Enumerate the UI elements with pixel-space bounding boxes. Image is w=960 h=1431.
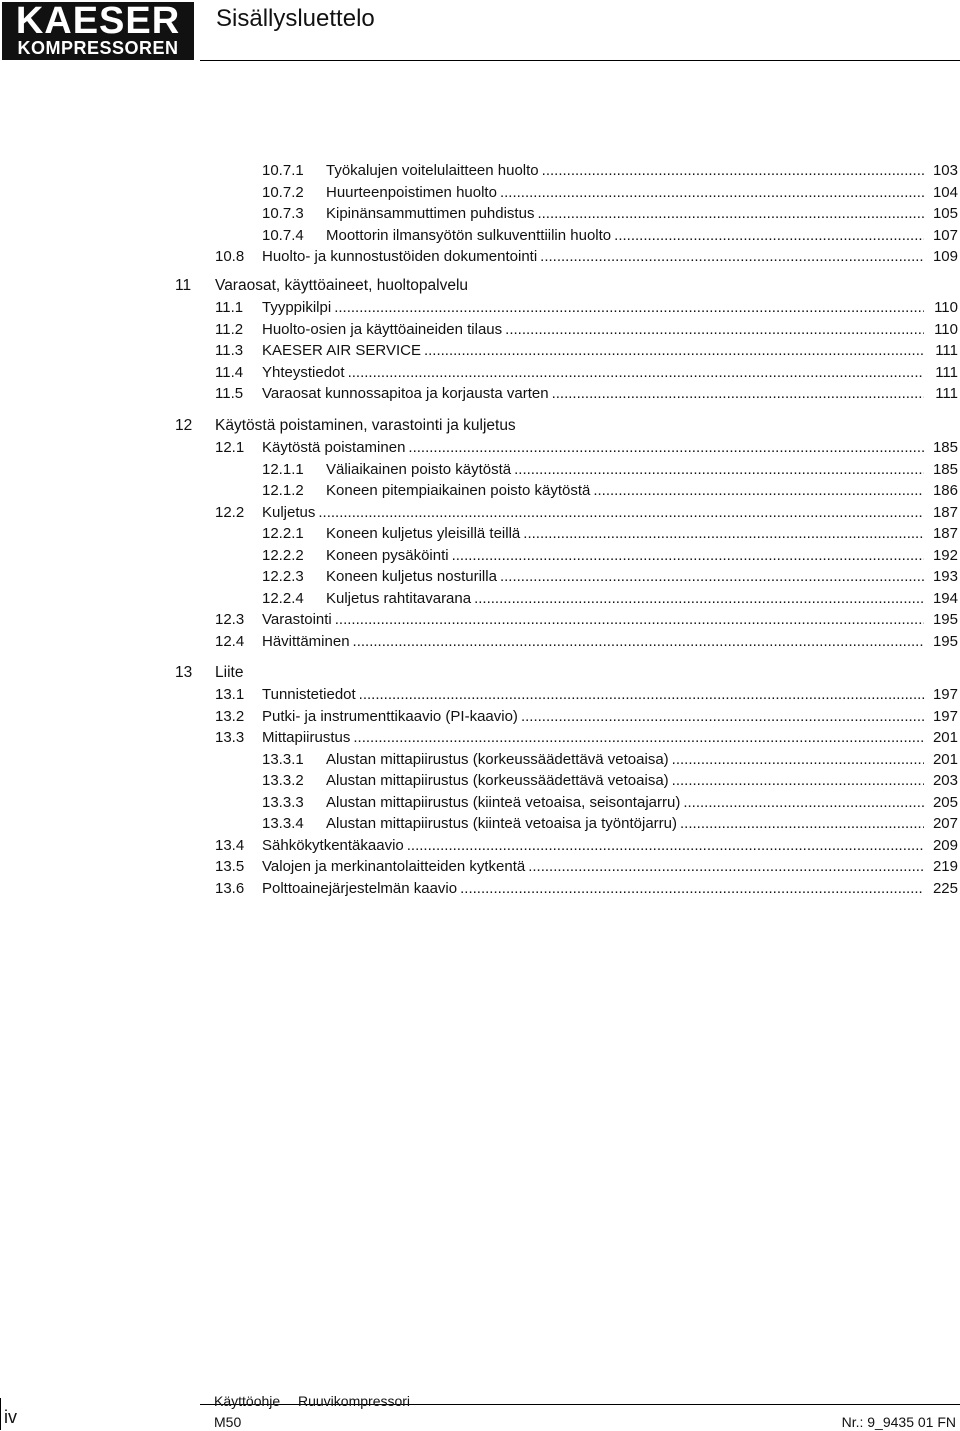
toc-entry[interactable]	[0, 437, 960, 459]
toc-entry-page: 110	[934, 320, 958, 338]
dot-leader	[514, 459, 924, 481]
toc-entry-title: Varastointi	[262, 611, 332, 628]
toc-entry-page: 185	[932, 439, 958, 456]
dot-leader	[542, 160, 924, 182]
toc-chapter-number: 11	[175, 277, 192, 294]
dot-leader	[680, 813, 924, 835]
page-number: iv	[4, 1407, 17, 1427]
dot-leader	[335, 609, 924, 631]
toc-entry-leader	[326, 182, 927, 204]
product-name: Ruuvikompressori	[298, 1393, 411, 1409]
toc-chapter-number: 13	[175, 664, 193, 681]
toc-entry-number: 12.3	[215, 611, 245, 628]
toc-entry-page: 201	[932, 750, 958, 768]
toc-entry-leader	[262, 437, 927, 459]
toc-entry-leader	[326, 813, 927, 835]
toc-entry[interactable]	[0, 502, 960, 524]
dot-leader	[408, 437, 924, 459]
toc-entry-title: Koneen pysäköinti	[326, 546, 449, 564]
toc-entry-leader	[326, 225, 927, 247]
dot-leader	[500, 182, 924, 204]
toc-entry-page: 110	[934, 299, 958, 316]
dot-leader	[505, 319, 924, 341]
toc-entry-title: Työkalujen voitelulaitteen huolto	[326, 162, 539, 179]
logo-line-2: KOMPRESSOREN	[17, 38, 179, 58]
toc-entry-leader	[262, 835, 927, 857]
toc-entry-title: Mittapiirustus	[262, 729, 351, 746]
toc-entry[interactable]	[0, 609, 960, 631]
kaeser-logo	[2, 2, 194, 60]
toc-entry-title: Koneen kuljetus nosturilla	[326, 568, 497, 585]
dot-leader	[500, 566, 924, 588]
toc-entry-number: 11.1	[215, 299, 244, 316]
toc-entry[interactable]	[0, 770, 960, 792]
dot-leader	[537, 203, 924, 225]
toc-entry[interactable]	[0, 835, 960, 857]
toc-entry-page: 201	[932, 729, 958, 746]
toc-entry[interactable]	[0, 246, 960, 268]
toc-entry-number: 12.1.2	[262, 482, 304, 499]
toc-entry-leader	[326, 480, 927, 502]
toc-entry-title: Valojen ja merkinantolaitteiden kytkentä	[262, 858, 526, 875]
toc-entry-number: 13.2	[215, 707, 245, 725]
toc-entry-page: 207	[932, 815, 958, 832]
toc-entry-leader	[262, 362, 927, 384]
toc-entry[interactable]	[0, 545, 960, 567]
toc-entry[interactable]	[0, 297, 960, 319]
toc-entry-title: Huolto-osien ja käyttöaineiden tilaus	[262, 320, 503, 338]
toc-entry-title: Varaosat kunnossapitoa ja korjausta varten	[262, 385, 549, 402]
dot-leader	[683, 792, 924, 814]
document-type: Käyttöohje	[214, 1393, 281, 1409]
toc-entry-leader	[326, 792, 927, 814]
toc-entry-page: 107	[932, 226, 958, 244]
toc-entry-title: Alustan mittapiirustus (kiinteä vetoaisa, seisontajarru)	[326, 793, 681, 811]
toc-entry-number: 12.2.3	[262, 568, 304, 585]
toc-entry-number: 11.5	[215, 385, 244, 402]
toc-entry-leader	[326, 523, 927, 545]
toc-entry-leader	[326, 770, 927, 792]
toc-entry-title: Koneen kuljetus yleisillä teillä	[326, 525, 521, 542]
toc-entry-page: 111	[935, 363, 958, 381]
toc-entry[interactable]	[0, 856, 960, 878]
toc-entry-number: 11.4	[215, 363, 244, 381]
toc-entry[interactable]	[0, 340, 960, 362]
toc-entry[interactable]	[0, 727, 960, 749]
dot-leader	[359, 684, 924, 706]
toc-entry[interactable]	[0, 813, 960, 835]
toc-chapter-title: Käytöstä poistaminen, varastointi ja kuljetus	[215, 417, 516, 434]
toc-entry-leader	[262, 706, 927, 728]
toc-entry[interactable]	[0, 459, 960, 481]
toc-entry-page: 225	[932, 879, 958, 897]
toc-entry[interactable]	[0, 160, 960, 182]
toc-entry[interactable]	[0, 566, 960, 588]
toc-entry-number: 10.7.1	[262, 162, 304, 179]
toc-entry-title: Kuljetus rahtitavarana	[326, 589, 472, 607]
dot-leader	[452, 545, 924, 567]
toc-entry-number: 13.3.4	[262, 815, 304, 832]
dot-leader	[460, 878, 924, 900]
toc-entry-leader	[326, 160, 927, 182]
toc-entry-page: 109	[932, 248, 958, 265]
toc-entry-number: 12.1	[215, 439, 245, 456]
toc-entry-number: 12.2.2	[262, 546, 304, 564]
toc-entry[interactable]	[0, 319, 960, 341]
toc-entry-page: 187	[932, 525, 958, 542]
toc-entry[interactable]	[0, 383, 960, 405]
document-number: Nr.: 9_9435 01 FN	[841, 1414, 956, 1430]
toc-entry-title: Väliaikainen poisto käytöstä	[326, 460, 512, 478]
toc-entry-page: 192	[932, 546, 958, 564]
toc-entry-title: Tunnistetiedot	[262, 686, 356, 703]
toc-entry[interactable]	[0, 749, 960, 771]
toc-entry-leader	[262, 856, 927, 878]
dot-leader	[614, 225, 924, 247]
toc-entry-title: Kuljetus	[262, 503, 316, 521]
toc-entry-page: 219	[932, 858, 958, 875]
toc-entry-leader	[262, 609, 927, 631]
toc-entry-page: 105	[932, 205, 958, 222]
toc-entry-title: Huurteenpoistimen huolto	[326, 183, 497, 201]
toc-entry-page: 111	[935, 385, 958, 402]
toc-entry-title: Putki- ja instrumenttikaavio (PI-kaavio)	[262, 707, 518, 725]
dot-leader	[540, 246, 924, 268]
toc-entry-leader	[262, 684, 927, 706]
toc-chapter-heading[interactable]	[0, 415, 960, 437]
toc-entry-number: 10.7.4	[262, 226, 304, 244]
dot-leader	[528, 856, 924, 878]
toc-entry-title: Yhteystiedot	[262, 363, 345, 381]
toc-entry-number: 12.2	[215, 503, 245, 521]
toc-entry-number: 12.2.1	[262, 525, 304, 542]
toc-entry-page: 209	[932, 836, 958, 854]
toc-entry-title: Tyyppikilpi	[262, 299, 332, 316]
toc-entry-page: 203	[932, 772, 958, 789]
toc-entry[interactable]	[0, 203, 960, 225]
toc-entry-leader	[262, 878, 927, 900]
dot-leader	[353, 727, 924, 749]
toc-entry-page: 193	[932, 568, 958, 585]
toc-entry-leader	[262, 502, 927, 524]
toc-entry-number: 13.4	[215, 836, 245, 854]
toc-entry-leader	[326, 588, 927, 610]
dot-leader	[593, 480, 924, 502]
dot-leader	[407, 835, 924, 857]
toc-chapter-title: Liite	[215, 664, 244, 681]
dot-leader	[424, 340, 924, 362]
toc-entry-page: 186	[932, 482, 958, 499]
dot-leader	[672, 770, 924, 792]
toc-entry[interactable]	[0, 878, 960, 900]
dot-leader	[523, 523, 924, 545]
toc-entry-leader	[262, 383, 927, 405]
dot-leader	[318, 502, 924, 524]
toc-entry[interactable]	[0, 588, 960, 610]
toc-entry-leader	[262, 727, 927, 749]
toc-entry-title: Koneen pitempiaikainen poisto käytöstä	[326, 482, 591, 499]
toc-entry-page: 195	[932, 632, 958, 650]
toc-entry-number: 11.3	[215, 342, 244, 359]
dot-leader	[552, 383, 924, 405]
toc-entry-page: 194	[932, 589, 958, 607]
toc-entry-page: 187	[932, 503, 958, 521]
toc-entry-number: 10.8	[215, 248, 245, 265]
toc-entry[interactable]	[0, 631, 960, 653]
toc-entry-leader	[326, 459, 927, 481]
toc-entry-leader	[262, 631, 927, 653]
toc-chapter-heading[interactable]	[0, 275, 960, 297]
toc-entry-page: 185	[932, 460, 958, 478]
toc-entry-number: 10.7.2	[262, 183, 304, 201]
toc-entry-leader	[262, 340, 927, 362]
toc-entry-number: 13.1	[215, 686, 245, 703]
dot-leader	[521, 706, 924, 728]
toc-entry[interactable]	[0, 182, 960, 204]
toc-entry-number: 12.1.1	[262, 460, 304, 478]
toc-entry-leader	[262, 246, 927, 268]
toc-entry-leader	[326, 749, 927, 771]
toc-entry[interactable]	[0, 792, 960, 814]
toc-chapter-number: 12	[175, 417, 193, 434]
header-divider	[200, 60, 960, 61]
dot-leader	[334, 297, 924, 319]
toc-entry-page: 195	[932, 611, 958, 628]
toc-entry-title: Käytöstä poistaminen	[262, 439, 406, 456]
toc-entry-leader	[326, 566, 927, 588]
toc-entry-page: 104	[932, 183, 958, 201]
toc-entry-title: Hävittäminen	[262, 632, 350, 650]
toc-entry-title: Sähkökytkentäkaavio	[262, 836, 404, 854]
toc-entry-leader	[326, 203, 927, 225]
toc-entry-number: 11.2	[215, 320, 244, 338]
dot-leader	[672, 749, 924, 771]
toc-entry-number: 13.3	[215, 729, 245, 746]
logo-line-1: KAESER	[15, 0, 181, 42]
toc-entry-number: 13.5	[215, 858, 245, 875]
toc-entry-title: Moottorin ilmansyötön sulkuventtiilin huolto	[326, 226, 612, 244]
toc-entry-number: 13.6	[215, 879, 245, 897]
toc-entry-title: Alustan mittapiirustus (korkeussäädettävä vetoaisa)	[326, 772, 669, 789]
toc-entry-number: 12.4	[215, 632, 245, 650]
toc-entry-title: Polttoainejärjestelmän kaavio	[262, 879, 458, 897]
toc-entry-number: 13.3.3	[262, 793, 304, 811]
toc-entry-page: 205	[932, 793, 958, 811]
toc-entry-number: 13.3.1	[262, 750, 304, 768]
toc-entry[interactable]	[0, 706, 960, 728]
dot-leader	[474, 588, 924, 610]
toc-entry-title: Alustan mittapiirustus (korkeussäädettävä vetoaisa)	[326, 750, 669, 768]
toc-chapter-title: Varaosat, käyttöaineet, huoltopalvelu	[215, 277, 469, 294]
dot-leader	[348, 362, 924, 384]
toc-entry[interactable]	[0, 362, 960, 384]
toc-entry-page: 111	[935, 342, 958, 359]
model-name: M50	[214, 1414, 242, 1430]
toc-entry-number: 10.7.3	[262, 205, 304, 222]
toc-entry-title: Kipinänsammuttimen puhdistus	[326, 205, 535, 222]
toc-entry-leader	[262, 319, 927, 341]
toc-entry-page: 103	[932, 162, 958, 179]
toc-entry-page: 197	[932, 707, 958, 725]
toc-entry-title: Alustan mittapiirustus (kiinteä vetoaisa ja työntöjarru)	[326, 815, 677, 832]
toc-entry-number: 12.2.4	[262, 589, 304, 607]
toc-entry-title: KAESER AIR SERVICE	[262, 342, 421, 359]
page-title: Sisällysluettelo	[216, 5, 375, 32]
toc-entry[interactable]	[0, 684, 960, 706]
toc-chapter-heading[interactable]	[0, 662, 960, 684]
toc-entry-number: 13.3.2	[262, 772, 304, 789]
dot-leader	[353, 631, 924, 653]
toc-entry-leader	[326, 545, 927, 567]
toc-entry[interactable]	[0, 480, 960, 502]
toc-entry[interactable]	[0, 523, 960, 545]
toc-entry-leader	[262, 297, 927, 319]
toc-entry-page: 197	[932, 686, 958, 703]
toc-entry[interactable]	[0, 225, 960, 247]
toc-entry-title: Huolto- ja kunnostustöiden dokumentointi	[262, 248, 538, 265]
